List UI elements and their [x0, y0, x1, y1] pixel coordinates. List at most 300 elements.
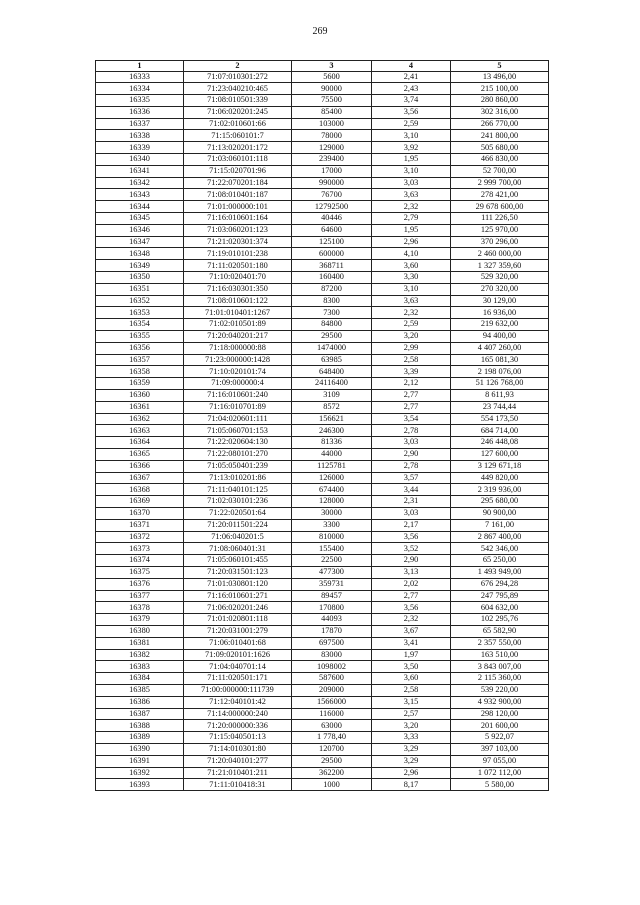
cadastral-value-cell: 219 632,00 [451, 319, 549, 331]
row-number-cell: 16363 [96, 425, 184, 437]
cadastral-value-cell: 52 700,00 [451, 165, 549, 177]
area-cell: 63985 [292, 354, 372, 366]
table-row [96, 165, 549, 177]
specific-value-cell: 2,96 [372, 236, 451, 248]
table-row [96, 248, 549, 260]
specific-value-cell: 2,79 [372, 213, 451, 225]
area-cell: 8572 [292, 401, 372, 413]
row-number-cell: 16371 [96, 519, 184, 531]
cadastral-value-cell: 16 936,00 [451, 307, 549, 319]
cadastral-value-cell: 554 173,50 [451, 413, 549, 425]
area-cell: 126000 [292, 472, 372, 484]
specific-value-cell: 3,39 [372, 366, 451, 378]
area-cell: 810000 [292, 531, 372, 543]
table-row [96, 673, 549, 685]
cadastral-number-cell: 71:22:070201:184 [184, 177, 292, 189]
specific-value-cell: 3,50 [372, 661, 451, 673]
cadastral-value-cell: 1 327 359,60 [451, 260, 549, 272]
table-row [96, 661, 549, 673]
table-row [96, 767, 549, 779]
cadastral-value-cell: 4 407 260,00 [451, 342, 549, 354]
row-number-cell: 16333 [96, 71, 184, 83]
area-cell: 170800 [292, 602, 372, 614]
cadastral-number-cell: 71:04:040701:14 [184, 661, 292, 673]
cadastral-number-cell: 71:06:010401:68 [184, 637, 292, 649]
row-number-cell: 16345 [96, 213, 184, 225]
cadastral-number-cell: 71:03:060101:118 [184, 154, 292, 166]
specific-value-cell: 2,32 [372, 307, 451, 319]
specific-value-cell: 2,77 [372, 590, 451, 602]
cadastral-value-cell: 2 867 400,00 [451, 531, 549, 543]
cadastral-number-cell: 71:05:050401:239 [184, 460, 292, 472]
cadastral-value-cell: 111 226,50 [451, 213, 549, 225]
cadastral-value-cell: 246 448,08 [451, 437, 549, 449]
specific-value-cell: 3,57 [372, 472, 451, 484]
row-number-cell: 16344 [96, 201, 184, 213]
specific-value-cell: 3,63 [372, 189, 451, 201]
cadastral-value-cell: 3 129 671,18 [451, 460, 549, 472]
area-cell: 587600 [292, 673, 372, 685]
cadastral-number-cell: 71:22:020604:130 [184, 437, 292, 449]
area-cell: 17000 [292, 165, 372, 177]
column-header: 2 [184, 61, 292, 72]
row-number-cell: 16338 [96, 130, 184, 142]
area-cell: 44000 [292, 449, 372, 461]
table-row [96, 342, 549, 354]
area-cell: 40446 [292, 213, 372, 225]
specific-value-cell: 2,17 [372, 519, 451, 531]
specific-value-cell: 2,02 [372, 578, 451, 590]
table-row [96, 519, 549, 531]
table-row [96, 413, 549, 425]
cadastral-number-cell: 71:12:040101:42 [184, 696, 292, 708]
area-cell: 1474000 [292, 342, 372, 354]
row-number-cell: 16343 [96, 189, 184, 201]
cadastral-value-cell: 684 714,00 [451, 425, 549, 437]
cadastral-number-cell: 71:10:020401:70 [184, 272, 292, 284]
row-number-cell: 16379 [96, 614, 184, 626]
area-cell: 116000 [292, 708, 372, 720]
table-row [96, 236, 549, 248]
cadastral-value-cell: 7 161,00 [451, 519, 549, 531]
row-number-cell: 16348 [96, 248, 184, 260]
specific-value-cell: 2,58 [372, 354, 451, 366]
area-cell: 246300 [292, 425, 372, 437]
row-number-cell: 16389 [96, 732, 184, 744]
row-number-cell: 16350 [96, 272, 184, 284]
cadastral-number-cell: 71:20:000000:336 [184, 720, 292, 732]
row-number-cell: 16357 [96, 354, 184, 366]
cadastral-number-cell: 71:11:020501:180 [184, 260, 292, 272]
cadastral-number-cell: 71:01:030801:120 [184, 578, 292, 590]
area-cell: 155400 [292, 543, 372, 555]
row-number-cell: 16362 [96, 413, 184, 425]
specific-value-cell: 4,10 [372, 248, 451, 260]
cadastral-number-cell: 71:16:010601:240 [184, 390, 292, 402]
area-cell: 120700 [292, 743, 372, 755]
table-row [96, 531, 549, 543]
row-number-cell: 16382 [96, 649, 184, 661]
specific-value-cell: 3,03 [372, 177, 451, 189]
cadastral-number-cell: 71:14:010301:80 [184, 743, 292, 755]
specific-value-cell: 2,78 [372, 460, 451, 472]
area-cell: 17870 [292, 625, 372, 637]
cadastral-value-cell: 529 320,00 [451, 272, 549, 284]
table-row [96, 295, 549, 307]
specific-value-cell: 2,96 [372, 767, 451, 779]
row-number-cell: 16386 [96, 696, 184, 708]
cadastral-value-cell: 676 294,28 [451, 578, 549, 590]
cadastral-number-cell: 71:16:010701:89 [184, 401, 292, 413]
cadastral-value-cell: 270 320,00 [451, 283, 549, 295]
row-number-cell: 16377 [96, 590, 184, 602]
cadastral-value-cell: 125 970,00 [451, 224, 549, 236]
cadastral-number-cell: 71:02:030101:236 [184, 496, 292, 508]
row-number-cell: 16366 [96, 460, 184, 472]
cadastral-number-cell: 71:21:010401:211 [184, 767, 292, 779]
row-number-cell: 16370 [96, 507, 184, 519]
specific-value-cell: 2,32 [372, 614, 451, 626]
table-row [96, 590, 549, 602]
column-header: 5 [451, 61, 549, 72]
cadastral-number-cell: 71:03:060201:123 [184, 224, 292, 236]
area-cell: 239400 [292, 154, 372, 166]
area-cell: 7300 [292, 307, 372, 319]
table-row [96, 743, 549, 755]
area-cell: 600000 [292, 248, 372, 260]
area-cell: 477300 [292, 566, 372, 578]
cadastral-value-cell: 2 198 076,00 [451, 366, 549, 378]
row-number-cell: 16373 [96, 543, 184, 555]
row-number-cell: 16336 [96, 106, 184, 118]
row-number-cell: 16364 [96, 437, 184, 449]
area-cell: 30000 [292, 507, 372, 519]
row-number-cell: 16376 [96, 578, 184, 590]
area-cell: 1566000 [292, 696, 372, 708]
cadastral-value-cell: 8 611,93 [451, 390, 549, 402]
row-number-cell: 16349 [96, 260, 184, 272]
cadastral-number-cell: 71:14:000000:240 [184, 708, 292, 720]
row-number-cell: 16391 [96, 755, 184, 767]
cadastral-number-cell: 71:15:040501:13 [184, 732, 292, 744]
cadastral-value-table [95, 60, 549, 791]
row-number-cell: 16340 [96, 154, 184, 166]
specific-value-cell: 1,97 [372, 649, 451, 661]
cadastral-number-cell: 71:11:040101:125 [184, 484, 292, 496]
specific-value-cell: 3,03 [372, 437, 451, 449]
area-cell: 1098002 [292, 661, 372, 673]
table-row [96, 614, 549, 626]
area-cell: 3109 [292, 390, 372, 402]
table-row [96, 71, 549, 83]
cadastral-value-cell: 542 346,00 [451, 543, 549, 555]
column-header: 1 [96, 61, 184, 72]
cadastral-number-cell: 71:07:010301:272 [184, 71, 292, 83]
page-number: 269 [312, 26, 328, 37]
cadastral-number-cell: 71:05:060701:153 [184, 425, 292, 437]
cadastral-number-cell: 71:01:020801:118 [184, 614, 292, 626]
cadastral-value-cell: 604 632,00 [451, 602, 549, 614]
table-row [96, 543, 549, 555]
cadastral-value-cell: 2 115 360,00 [451, 673, 549, 685]
row-number-cell: 16380 [96, 625, 184, 637]
specific-value-cell: 3,29 [372, 743, 451, 755]
table-row [96, 437, 549, 449]
table-row [96, 83, 549, 95]
table-row [96, 272, 549, 284]
specific-value-cell: 3,20 [372, 331, 451, 343]
cadastral-value-cell: 165 081,30 [451, 354, 549, 366]
cadastral-number-cell: 71:15:020701:96 [184, 165, 292, 177]
cadastral-value-cell: 2 357 550,00 [451, 637, 549, 649]
row-number-cell: 16334 [96, 83, 184, 95]
cadastral-value-cell: 13 496,00 [451, 71, 549, 83]
table-row [96, 732, 549, 744]
table-row [96, 224, 549, 236]
specific-value-cell: 2,90 [372, 555, 451, 567]
area-cell: 368711 [292, 260, 372, 272]
table-row [96, 460, 549, 472]
table-row [96, 142, 549, 154]
cadastral-number-cell: 71:19:010101:238 [184, 248, 292, 260]
area-cell: 76700 [292, 189, 372, 201]
cadastral-number-cell: 71:02:010601:66 [184, 118, 292, 130]
area-cell: 209000 [292, 684, 372, 696]
table-body [96, 71, 549, 791]
specific-value-cell: 3,74 [372, 95, 451, 107]
cadastral-number-cell: 71:00:000000:111739 [184, 684, 292, 696]
cadastral-number-cell: 71:01:000000:101 [184, 201, 292, 213]
row-number-cell: 16375 [96, 566, 184, 578]
cadastral-value-cell: 397 103,00 [451, 743, 549, 755]
cadastral-number-cell: 71:16:030301:350 [184, 283, 292, 295]
cadastral-value-cell: 302 316,00 [451, 106, 549, 118]
cadastral-number-cell: 71:22:020501:64 [184, 507, 292, 519]
cadastral-value-cell: 505 680,00 [451, 142, 549, 154]
cadastral-value-cell: 5 580,00 [451, 779, 549, 791]
area-cell: 85400 [292, 106, 372, 118]
cadastral-value-cell: 127 600,00 [451, 449, 549, 461]
cadastral-number-cell: 71:08:010601:122 [184, 295, 292, 307]
table-row [96, 555, 549, 567]
table-row [96, 637, 549, 649]
cadastral-number-cell: 71:15:060101:7 [184, 130, 292, 142]
specific-value-cell: 2,77 [372, 401, 451, 413]
table-row [96, 484, 549, 496]
cadastral-value-cell: 247 795,89 [451, 590, 549, 602]
area-cell: 125100 [292, 236, 372, 248]
cadastral-value-cell: 539 220,00 [451, 684, 549, 696]
cadastral-number-cell: 71:20:040201:217 [184, 331, 292, 343]
area-cell: 24116400 [292, 378, 372, 390]
row-number-cell: 16356 [96, 342, 184, 354]
cadastral-value-cell: 449 820,00 [451, 472, 549, 484]
table-row [96, 177, 549, 189]
cadastral-value-cell: 2 460 000,00 [451, 248, 549, 260]
specific-value-cell: 2,31 [372, 496, 451, 508]
row-number-cell: 16374 [96, 555, 184, 567]
cadastral-value-cell: 29 678 600,00 [451, 201, 549, 213]
specific-value-cell: 2,43 [372, 83, 451, 95]
row-number-cell: 16367 [96, 472, 184, 484]
specific-value-cell: 3,67 [372, 625, 451, 637]
cadastral-value-cell: 65 582,90 [451, 625, 549, 637]
cadastral-value-cell: 1 493 949,00 [451, 566, 549, 578]
specific-value-cell: 3,44 [372, 484, 451, 496]
table-row [96, 578, 549, 590]
area-cell: 90000 [292, 83, 372, 95]
row-number-cell: 16339 [96, 142, 184, 154]
cadastral-number-cell: 71:20:040101:277 [184, 755, 292, 767]
row-number-cell: 16365 [96, 449, 184, 461]
row-number-cell: 16360 [96, 390, 184, 402]
cadastral-number-cell: 71:13:010201:86 [184, 472, 292, 484]
row-number-cell: 16355 [96, 331, 184, 343]
table-row [96, 708, 549, 720]
row-number-cell: 16381 [96, 637, 184, 649]
specific-value-cell: 2,59 [372, 319, 451, 331]
cadastral-number-cell: 71:06:040201:5 [184, 531, 292, 543]
area-cell: 87200 [292, 283, 372, 295]
row-number-cell: 16351 [96, 283, 184, 295]
table-row [96, 118, 549, 130]
area-cell: 128000 [292, 496, 372, 508]
row-number-cell: 16341 [96, 165, 184, 177]
row-number-cell: 16392 [96, 767, 184, 779]
cadastral-value-cell: 51 126 768,00 [451, 378, 549, 390]
cadastral-value-cell: 280 860,00 [451, 95, 549, 107]
specific-value-cell: 3,56 [372, 106, 451, 118]
row-number-cell: 16368 [96, 484, 184, 496]
cadastral-value-cell: 30 129,00 [451, 295, 549, 307]
row-number-cell: 16347 [96, 236, 184, 248]
specific-value-cell: 3,10 [372, 283, 451, 295]
specific-value-cell: 2,41 [372, 71, 451, 83]
cadastral-number-cell: 71:16:010601:164 [184, 213, 292, 225]
specific-value-cell: 2,77 [372, 390, 451, 402]
specific-value-cell: 3,60 [372, 260, 451, 272]
specific-value-cell: 2,57 [372, 708, 451, 720]
row-number-cell: 16335 [96, 95, 184, 107]
area-cell: 129000 [292, 142, 372, 154]
table-row [96, 201, 549, 213]
area-cell: 359731 [292, 578, 372, 590]
specific-value-cell: 3,60 [372, 673, 451, 685]
cadastral-value-cell: 298 120,00 [451, 708, 549, 720]
table-row [96, 401, 549, 413]
area-cell: 78000 [292, 130, 372, 142]
cadastral-number-cell: 71:22:080101:270 [184, 449, 292, 461]
table-row [96, 95, 549, 107]
table-row [96, 625, 549, 637]
area-cell: 84800 [292, 319, 372, 331]
cadastral-value-cell: 3 843 007,00 [451, 661, 549, 673]
cadastral-number-cell: 71:09:020101:1626 [184, 649, 292, 661]
table-row [96, 755, 549, 767]
specific-value-cell: 3,03 [372, 507, 451, 519]
column-header: 4 [372, 61, 451, 72]
cadastral-value-cell: 94 400,00 [451, 331, 549, 343]
cadastral-value-cell: 215 100,00 [451, 83, 549, 95]
cadastral-value-cell: 370 296,00 [451, 236, 549, 248]
specific-value-cell: 3,56 [372, 602, 451, 614]
row-number-cell: 16383 [96, 661, 184, 673]
cadastral-value-cell: 201 600,00 [451, 720, 549, 732]
area-cell: 81336 [292, 437, 372, 449]
table-row [96, 283, 549, 295]
area-cell: 12792500 [292, 201, 372, 213]
area-cell: 362200 [292, 767, 372, 779]
specific-value-cell: 3,10 [372, 165, 451, 177]
row-number-cell: 16372 [96, 531, 184, 543]
table-row [96, 354, 549, 366]
specific-value-cell: 3,63 [372, 295, 451, 307]
cadastral-number-cell: 71:02:010501:89 [184, 319, 292, 331]
cadastral-value-cell: 2 319 936,00 [451, 484, 549, 496]
specific-value-cell: 3,54 [372, 413, 451, 425]
specific-value-cell: 3,52 [372, 543, 451, 555]
cadastral-value-cell: 1 072 112,00 [451, 767, 549, 779]
area-cell: 103000 [292, 118, 372, 130]
cadastral-value-cell: 4 932 900,00 [451, 696, 549, 708]
row-number-cell: 16337 [96, 118, 184, 130]
specific-value-cell: 2,32 [372, 201, 451, 213]
area-cell: 5600 [292, 71, 372, 83]
column-header: 3 [292, 61, 372, 72]
area-cell: 29500 [292, 331, 372, 343]
row-number-cell: 16393 [96, 779, 184, 791]
specific-value-cell: 3,10 [372, 130, 451, 142]
row-number-cell: 16342 [96, 177, 184, 189]
specific-value-cell: 2,90 [372, 449, 451, 461]
row-number-cell: 16354 [96, 319, 184, 331]
specific-value-cell: 3,56 [372, 531, 451, 543]
table-row [96, 720, 549, 732]
cadastral-number-cell: 71:04:020601:111 [184, 413, 292, 425]
cadastral-value-cell: 241 800,00 [451, 130, 549, 142]
cadastral-number-cell: 71:16:010601:271 [184, 590, 292, 602]
row-number-cell: 16358 [96, 366, 184, 378]
cadastral-value-cell: 2 999 700,00 [451, 177, 549, 189]
cadastral-value-cell: 163 510,00 [451, 649, 549, 661]
table-header-row [96, 61, 549, 72]
area-cell: 89457 [292, 590, 372, 602]
cadastral-number-cell: 71:21:020301:374 [184, 236, 292, 248]
cadastral-number-cell: 71:23:000000:1428 [184, 354, 292, 366]
row-number-cell: 16385 [96, 684, 184, 696]
specific-value-cell: 3,92 [372, 142, 451, 154]
table-row [96, 319, 549, 331]
row-number-cell: 16353 [96, 307, 184, 319]
table-row [96, 425, 549, 437]
row-number-cell: 16361 [96, 401, 184, 413]
cadastral-number-cell: 71:06:020201:246 [184, 602, 292, 614]
cadastral-value-cell: 295 680,00 [451, 496, 549, 508]
table-row [96, 779, 549, 791]
row-number-cell: 16359 [96, 378, 184, 390]
table-row [96, 507, 549, 519]
area-cell: 648400 [292, 366, 372, 378]
cadastral-number-cell: 71:06:020201:245 [184, 106, 292, 118]
specific-value-cell: 2,59 [372, 118, 451, 130]
cadastral-value-cell: 278 421,00 [451, 189, 549, 201]
table-row [96, 649, 549, 661]
cadastral-number-cell: 71:08:010401:187 [184, 189, 292, 201]
table-row [96, 331, 549, 343]
area-cell: 990000 [292, 177, 372, 189]
table-row [96, 390, 549, 402]
cadastral-number-cell: 71:20:031501:123 [184, 566, 292, 578]
